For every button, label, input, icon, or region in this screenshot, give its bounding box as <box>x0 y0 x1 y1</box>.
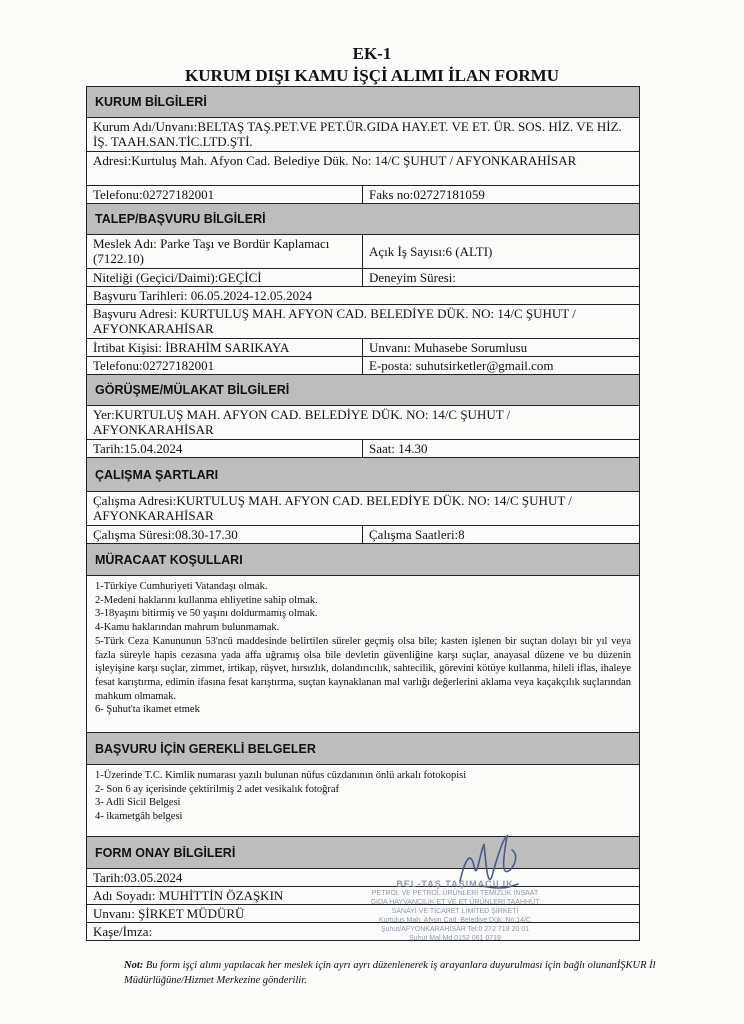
list-item: 1-Türkiye Cumhuriyeti Vatandaşı olmak. <box>95 581 268 592</box>
talep-adres: Başvuru Adresi: KURTULUŞ MAH. AFYON CAD. BELEDİYE DÜK. NO: 14/C ŞUHUT / AFYONKARAHİSAR <box>93 306 576 336</box>
stamp-line: SANAYİ VE TİCARET LİMİTED ŞİRKETİ <box>391 908 519 915</box>
talep-irtibat: İrtibat Kişisi: İBRAHİM SARIKAYA <box>87 339 363 356</box>
section-kurum-header: KURUM BİLGİLERİ <box>87 87 639 118</box>
onay-kase: Kaşe/İmza: <box>93 924 153 939</box>
stamp-line: PETROL VE PETROL ÜRÜNLERİ TEMİZLİK İNŞAAT <box>371 890 539 897</box>
onay-tarih: Tarih:03.05.2024 <box>93 870 183 885</box>
list-item: 1-Üzerinde T.C. Kimlik numarası yazılı bulunan nüfus cüzdanının önlü arkalı fotokopisi <box>95 770 467 781</box>
talep-telefon: Telefonu:02727182001 <box>87 357 363 374</box>
stamp-name: BEL-TAŞ TAŞIMACILIK <box>396 879 514 889</box>
muracaat-list <box>87 576 639 733</box>
stamp-line: Şuhut/AFYONKARAHİSAR Tel:0 272 718 20 01 <box>380 926 530 933</box>
section-onay-header: FORM ONAY BİLGİLERİ <box>87 837 639 869</box>
onay-unvan: Unvanı: ŞİRKET MÜDÜRÜ <box>93 906 245 921</box>
form-title: KURUM DIŞI KAMU İŞÇİ ALIMI İLAN FORMU <box>184 66 560 85</box>
talep-tarihler: Başvuru Tarihleri: 06.05.2024-12.05.2024 <box>93 288 313 303</box>
footer-note <box>124 958 664 988</box>
belgeler-list <box>87 765 639 837</box>
stamp-line: Şuhut Mal.Md.0152 061 0719 <box>409 935 501 942</box>
kurum-telefon: Telefonu:02727182001 <box>87 186 363 203</box>
list-item: 5-Türk Ceza Kanununun 53'ncü maddesinde belirtilen süreler geçmiş olsa bile; kasten işlenen bir suçtan dolayı bir yıl veya fazla süreyle hapis cezasına yada affa uğramış olsa bile devletin güvenliğine karşı suçlar, anayasal düzene ve bu düzenin işleyişine karşı suçlar, zimmet, irtikap, rüşvet, hırsızlık, dolandırıcılık, sahtecilik, görevini kötüye kullanma, hileli iflas, ihaleye fesat karıştırma, edimin ifasına fesat karıştırma, suçtan kaynaklanan mal varlığı değerlerini aklama veya kaçakçılık suçlarından mahkum olmamak. <box>95 635 631 702</box>
list-item: 6- Şuhut'ta ikamet etmek <box>95 704 200 716</box>
talep-eposta: E-posta: suhutsirketler@gmail.com <box>369 358 554 373</box>
stamp-line: GIDA HAYVANCILIK ET VE ET ÜRÜNLERİ TAAHHÜT <box>370 899 540 906</box>
note-text: Bu form işçi alımı yapılacak her meslek için ayrı ayrı düzenlenerek iş arayanlara duyurulması için bağlı olunanİŞKUR İl Müdürlüğüne/Hizmet Merkezine gönderilir. <box>124 960 656 986</box>
calisma-saatleri: Çalışma Saatleri:8 <box>369 527 465 542</box>
gorusme-tarih: Tarih:15.04.2024 <box>87 440 363 457</box>
list-item: 4- ikametgâh belgesi <box>95 811 183 823</box>
calisma-adres: Çalışma Adresi:KURTULUŞ MAH. AFYON CAD. BELEDİYE DÜK. NO: 14/C ŞUHUT / AFYONKARAHİSAR <box>93 493 572 523</box>
calisma-suresi: Çalışma Süresi:08.30-17.30 <box>87 526 363 543</box>
gorusme-saat: Saat: 14.30 <box>369 441 428 456</box>
signature <box>452 826 532 906</box>
section-muracaat-header: MÜRACAAT KOŞULLARI <box>87 544 639 576</box>
talep-acik-is: Açık İş Sayısı:6 (ALTI) <box>369 244 493 259</box>
talep-deneyim: Deneyim Süresi: <box>369 270 457 285</box>
list-item: 2- Son 6 ay içerisinde çektirilmiş 2 adet vesikalık fotoğraf <box>95 783 340 795</box>
kurum-unvan: Kurum Adı/Unvanı:BELTAŞ TAŞ.PET.VE PET.ÜR.GIDA HAY.ET. VE ET. ÜR. SOS. HİZ. VE HİZ. İŞ. TAAH.SAN.TİC.LTD.ŞTİ. <box>93 119 622 149</box>
section-gorusme-header: GÖRÜŞME/MÜLAKAT BİLGİLERİ <box>87 375 639 406</box>
list-item: 4-Kamu haklarından mahrum bulunmamak. <box>95 622 280 634</box>
list-item: 2-Medeni haklarını kullanma ehliyetine sahip olmak. <box>95 594 318 606</box>
stamp-line: Kurtuluş Mah. Afyon Cad. Belediye Dük. No:14/C <box>378 917 532 924</box>
kurum-faks: Faks no:02727181059 <box>369 187 485 202</box>
section-belgeler-header: BAŞVURU İÇİN GEREKLİ BELGELER <box>87 733 639 765</box>
section-calisma-header: ÇALIŞMA ŞARTLARI <box>87 458 639 492</box>
talep-meslek: Meslek Adı: Parke Taşı ve Bordür Kaplamacı (7122.10) <box>87 235 363 268</box>
section-talep-header: TALEP/BAŞVURU BİLGİLERİ <box>87 204 639 235</box>
list-item: 3- Adli Sicil Belgesi <box>95 797 181 809</box>
kurum-adres: Adresi:Kurtuluş Mah. Afyon Cad. Belediye Dük. No: 14/C ŞUHUT / AFYONKARAHİSAR <box>93 153 577 168</box>
list-item: 3-18yaşını bitirmiş ve 50 yaşını doldurmamış olmak. <box>95 608 318 620</box>
onay-adsoyad: Adı Soyadı: MUHİTTİN ÖZAŞKIN <box>93 888 284 903</box>
talep-niteligi: Niteliği (Geçici/Daimi):GEÇİCİ <box>87 269 363 286</box>
annex-label: EK-1 <box>352 44 392 63</box>
note-label: Not: <box>124 960 144 971</box>
talep-unvan: Unvanı: Muhasebe Sorumlusu <box>369 340 528 355</box>
gorusme-yer: Yer:KURTULUŞ MAH. AFYON CAD. BELEDİYE DÜK. NO: 14/C ŞUHUT / AFYONKARAHİSAR <box>93 407 511 437</box>
announcement-form <box>86 86 640 941</box>
